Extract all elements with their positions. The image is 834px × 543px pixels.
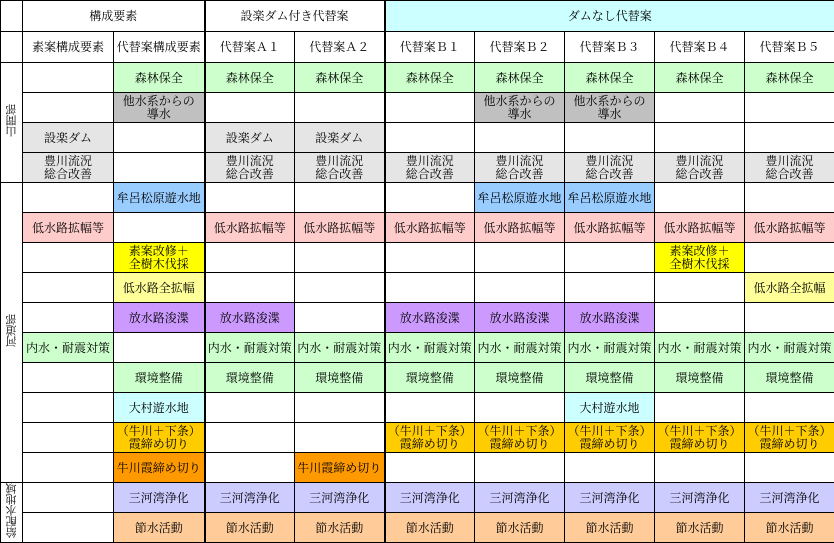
header-col-b3: 代替案Ｂ３ — [565, 32, 655, 63]
cell-env: 環境整備 — [295, 363, 385, 393]
cell-kasumi-closure: （牛川＋下条） 霞締め切り — [475, 423, 565, 453]
cell-mikawa-bay: 三河湾浄化 — [114, 483, 205, 513]
cell-water-saving: 節水活動 — [114, 513, 205, 543]
cell-empty — [745, 93, 834, 123]
cell-dam: 設楽ダム — [23, 123, 114, 153]
cell-mure-basin: 牟呂松原遊水地 — [475, 183, 565, 213]
cell-env: 環境整備 — [114, 363, 205, 393]
cell-empty — [205, 273, 295, 303]
cell-mikawa-bay: 三河湾浄化 — [205, 483, 295, 513]
cell-quake: 内水・耐震対策 — [295, 333, 385, 363]
cell-other-water: 他水系からの 導水 — [565, 93, 655, 123]
cell-empty — [114, 123, 205, 153]
cell-empty — [565, 243, 655, 273]
cell-water-saving: 節水活動 — [565, 513, 655, 543]
cell-quake: 内水・耐震対策 — [565, 333, 655, 363]
header-col-a1: 代替案Ａ１ — [205, 32, 295, 63]
cell-empty — [23, 393, 114, 423]
cell-empty — [745, 453, 834, 483]
cell-empty — [385, 183, 475, 213]
cell-env: 環境整備 — [205, 363, 295, 393]
cell-empty — [655, 393, 745, 423]
cell-env: 環境整備 — [655, 363, 745, 393]
cell-empty — [565, 453, 655, 483]
cell-other-water: 他水系からの 導水 — [475, 93, 565, 123]
header-nodam-alternatives: ダムなし代替案 — [385, 1, 834, 32]
cell-low-channel: 低水路拡幅等 — [385, 213, 475, 243]
cell-empty — [23, 273, 114, 303]
cell-empty — [385, 273, 475, 303]
header-col-b4: 代替案Ｂ４ — [655, 32, 745, 63]
cell-empty — [23, 483, 114, 513]
header-col-b1: 代替案Ｂ１ — [385, 32, 475, 63]
cell-low-channel: 低水路拡幅等 — [565, 213, 655, 243]
cell-water-saving: 節水活動 — [295, 513, 385, 543]
cell-empty — [114, 153, 205, 183]
cell-toyokawa: 豊川流況 総合改善 — [23, 153, 114, 183]
cell-empty — [23, 513, 114, 543]
cell-toyokawa: 豊川流況 総合改善 — [385, 153, 475, 183]
cell-empty — [655, 123, 745, 153]
cell-empty — [205, 453, 295, 483]
cell-empty — [114, 213, 205, 243]
cell-empty — [205, 423, 295, 453]
cell-empty — [565, 123, 655, 153]
header-col-b5: 代替案Ｂ５ — [745, 32, 834, 63]
cell-quake: 内水・耐震対策 — [385, 333, 475, 363]
cell-empty — [23, 93, 114, 123]
cell-empty — [565, 273, 655, 303]
header-dam-alternatives: 設楽ダム付き代替案 — [205, 1, 385, 32]
cell-low-channel: 低水路拡幅等 — [205, 213, 295, 243]
header-draft-elements: 素案構成要素 — [23, 32, 114, 63]
cell-empty — [745, 123, 834, 153]
cell-empty — [475, 123, 565, 153]
cell-empty — [23, 63, 114, 93]
cell-empty — [205, 183, 295, 213]
cell-empty — [23, 303, 114, 333]
cell-mure-basin: 牟呂松原遊水地 — [565, 183, 655, 213]
cell-env: 環境整備 — [475, 363, 565, 393]
cell-empty — [205, 243, 295, 273]
cell-dam: 設楽ダム — [205, 123, 295, 153]
cell-forest: 森林保全 — [565, 63, 655, 93]
cell-empty — [23, 363, 114, 393]
cell-empty — [295, 303, 385, 333]
cell-empty — [295, 93, 385, 123]
corner-cell — [1, 32, 23, 63]
cell-dredge: 放水路浚渫 — [475, 303, 565, 333]
cell-kasumi-closure: （牛川＋下条） 霞締め切り — [565, 423, 655, 453]
header-col-b2: 代替案Ｂ２ — [475, 32, 565, 63]
cell-empty — [295, 183, 385, 213]
cell-empty — [655, 273, 745, 303]
cell-water-saving: 節水活動 — [745, 513, 834, 543]
cell-empty — [205, 93, 295, 123]
cell-water-saving: 節水活動 — [475, 513, 565, 543]
cell-mikawa-bay: 三河湾浄化 — [295, 483, 385, 513]
cell-mure-basin: 牟呂松原遊水地 — [114, 183, 205, 213]
cell-kasumi-closure: （牛川＋下条） 霞締め切り — [745, 423, 834, 453]
cell-empty — [745, 243, 834, 273]
cell-mikawa-bay: 三河湾浄化 — [565, 483, 655, 513]
cell-low-channel: 低水路拡幅等 — [23, 213, 114, 243]
cell-mikawa-bay: 三河湾浄化 — [745, 483, 834, 513]
cell-empty — [475, 273, 565, 303]
cell-ushikawa-closure: 牛川霞締め切り — [114, 453, 205, 483]
cell-dredge: 放水路浚渫 — [385, 303, 475, 333]
cell-quake: 内水・耐震対策 — [655, 333, 745, 363]
cell-empty — [23, 183, 114, 213]
cell-empty — [23, 423, 114, 453]
cell-kasumi-closure: （牛川＋下条） 霞締め切り — [385, 423, 475, 453]
category-mountain: 山間部 — [1, 63, 23, 183]
cell-empty — [385, 393, 475, 423]
cell-forest: 森林保全 — [655, 63, 745, 93]
cell-toyokawa: 豊川流況 総合改善 — [205, 153, 295, 183]
cell-toyokawa: 豊川流況 総合改善 — [655, 153, 745, 183]
cell-empty — [745, 393, 834, 423]
cell-empty — [655, 183, 745, 213]
cell-empty — [23, 243, 114, 273]
cell-kasumi-closure: （牛川＋下条） 霞締め切り — [114, 423, 205, 453]
cell-empty — [385, 453, 475, 483]
cell-empty — [475, 453, 565, 483]
cell-quake: 内水・耐震対策 — [205, 333, 295, 363]
cell-omura-basin: 大村遊水地 — [114, 393, 205, 423]
cell-empty — [745, 183, 834, 213]
cell-empty — [295, 243, 385, 273]
category-water-supply: 給配水地域 — [1, 483, 23, 543]
cell-dredge: 放水路浚渫 — [205, 303, 295, 333]
cell-forest: 森林保全 — [205, 63, 295, 93]
cell-low-channel: 低水路拡幅等 — [475, 213, 565, 243]
cell-low-channel-full: 低水路全拡幅 — [745, 273, 834, 303]
cell-empty — [745, 303, 834, 333]
cell-empty — [385, 93, 475, 123]
cell-forest: 森林保全 — [745, 63, 834, 93]
cell-empty — [385, 243, 475, 273]
cell-toyokawa: 豊川流況 総合改善 — [745, 153, 834, 183]
cell-renew-tree-cutting: 素案改修＋ 全樹木伐採 — [655, 243, 745, 273]
cell-empty — [655, 303, 745, 333]
cell-low-channel: 低水路拡幅等 — [655, 213, 745, 243]
header-components: 構成要素 — [23, 1, 205, 32]
cell-toyokawa: 豊川流況 総合改善 — [295, 153, 385, 183]
cell-low-channel: 低水路拡幅等 — [295, 213, 385, 243]
cell-env: 環境整備 — [385, 363, 475, 393]
cell-empty — [655, 453, 745, 483]
cell-omura-basin: 大村遊水地 — [565, 393, 655, 423]
cell-env: 環境整備 — [745, 363, 834, 393]
cell-empty — [295, 393, 385, 423]
header-col-a2: 代替案Ａ２ — [295, 32, 385, 63]
cell-empty — [114, 333, 205, 363]
cell-empty — [475, 243, 565, 273]
cell-mikawa-bay: 三河湾浄化 — [385, 483, 475, 513]
cell-empty — [385, 123, 475, 153]
corner-cell — [1, 1, 23, 32]
cell-forest: 森林保全 — [385, 63, 475, 93]
cell-dredge: 放水路浚渫 — [114, 303, 205, 333]
cell-other-water: 他水系からの 導水 — [114, 93, 205, 123]
cell-toyokawa: 豊川流況 総合改善 — [565, 153, 655, 183]
cell-toyokawa: 豊川流況 総合改善 — [475, 153, 565, 183]
cell-empty — [205, 393, 295, 423]
cell-forest: 森林保全 — [475, 63, 565, 93]
cell-water-saving: 節水活動 — [205, 513, 295, 543]
cell-mikawa-bay: 三河湾浄化 — [475, 483, 565, 513]
cell-kasumi-closure: （牛川＋下条） 霞締め切り — [655, 423, 745, 453]
cell-dredge: 放水路浚渫 — [565, 303, 655, 333]
category-river: 河道部 — [1, 183, 23, 483]
cell-forest: 森林保全 — [114, 63, 205, 93]
cell-mikawa-bay: 三河湾浄化 — [655, 483, 745, 513]
cell-quake: 内水・耐震対策 — [23, 333, 114, 363]
cell-empty — [655, 93, 745, 123]
cell-low-channel-full: 低水路全拡幅 — [114, 273, 205, 303]
cell-empty — [475, 393, 565, 423]
cell-empty — [295, 423, 385, 453]
cell-water-saving: 節水活動 — [655, 513, 745, 543]
cell-low-channel: 低水路拡幅等 — [745, 213, 834, 243]
cell-empty — [295, 273, 385, 303]
header-alt-elements: 代替案構成要素 — [114, 32, 205, 63]
cell-empty — [23, 453, 114, 483]
cell-env: 環境整備 — [565, 363, 655, 393]
cell-renew-tree-cutting: 素案改修＋ 全樹木伐採 — [114, 243, 205, 273]
cell-water-saving: 節水活動 — [385, 513, 475, 543]
cell-forest: 森林保全 — [295, 63, 385, 93]
cell-quake: 内水・耐震対策 — [745, 333, 834, 363]
cell-dam: 設楽ダム — [295, 123, 385, 153]
cell-quake: 内水・耐震対策 — [475, 333, 565, 363]
cell-ushikawa-closure: 牛川霞締め切り — [295, 453, 385, 483]
